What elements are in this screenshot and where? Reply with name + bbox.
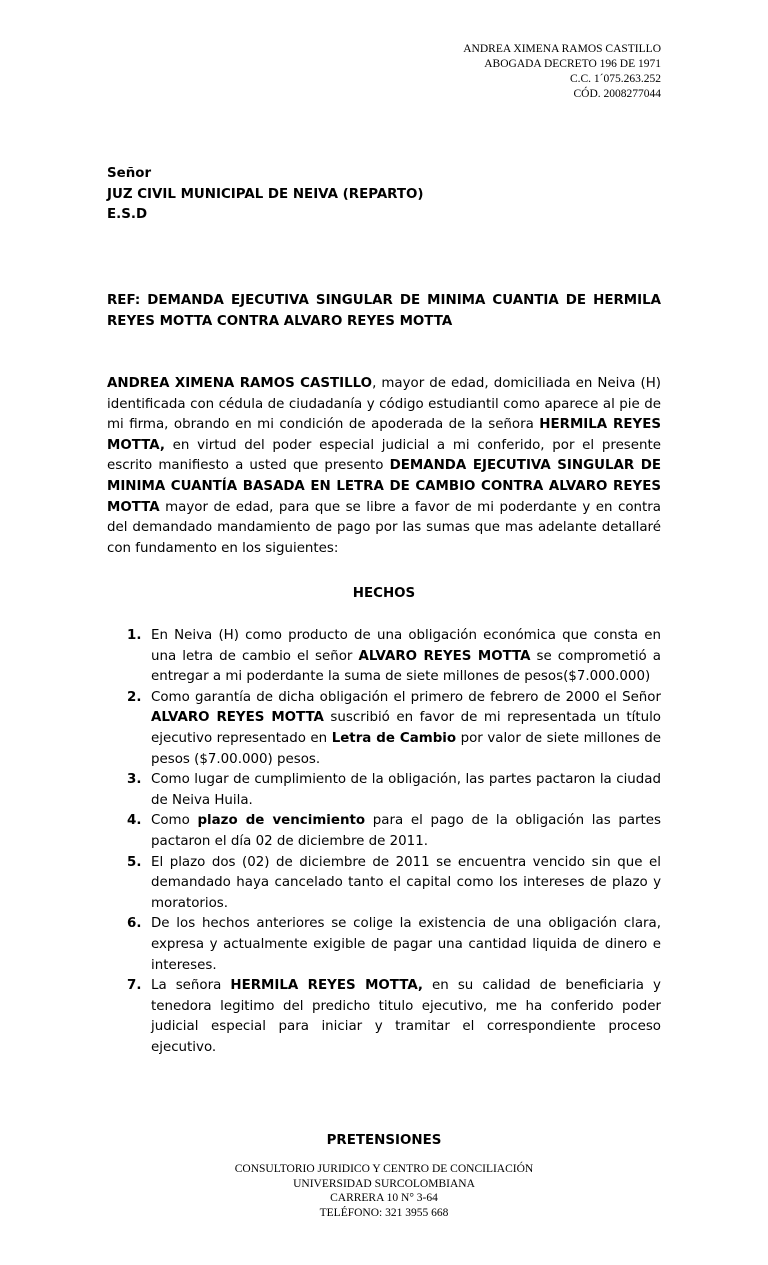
- footer-line-1: CONSULTORIO JURIDICO Y CENTRO DE CONCILIACIÓN: [234, 1163, 534, 1175]
- fact-text: El plazo dos (02) de diciembre de 2011 se encuentra vencido sin que el demandado haya cancelado tanto el capital como los intereses de plazo y moratorios.: [151, 854, 661, 911]
- fact-item-1: [107, 626, 661, 688]
- intro-client-name: HERMILA REYES MOTTA,: [107, 417, 661, 453]
- lawyer-code: CÓD. 2008277044: [573, 88, 661, 100]
- lawyer-id: C.C. 1´075.263.252: [569, 73, 661, 85]
- fact-item-3: [107, 770, 661, 811]
- fact-text: para el pago de la obligación las partes pactaron el día 02 de diciembre de 2011.: [151, 813, 662, 849]
- reference-line: REF: DEMANDA EJECUTIVA SINGULAR DE MINIMA CUANTIA DE HERMILA REYES MOTTA CONTRA ALVARO REYES MOTTA: [107, 293, 661, 329]
- intro-demand-type: DEMANDA EJECUTIVA SINGULAR DE MINIMA CUANTÍA BASADA EN LETRA DE CAMBIO CONTRA ALVARO REYES MOTTA: [107, 458, 662, 515]
- page-footer: [107, 1162, 661, 1220]
- fact-bold: HERMILA REYES MOTTA,: [230, 978, 424, 994]
- esd-line: E.S.D: [107, 207, 148, 223]
- fact-text: Como lugar de cumplimiento de la obligación, las partes pactaron la ciudad de Neiva Huila.: [151, 772, 661, 808]
- fact-bold: ALVARO REYES MOTTA: [151, 710, 324, 726]
- footer-line-2: UNIVERSIDAD SURCOLOMBIANA: [293, 1177, 475, 1190]
- fact-text: por valor de siete millones de pesos ($7.00.000) pesos.: [151, 730, 661, 767]
- court-name: JUZ CIVIL MUNICIPAL DE NEIVA (REPARTO): [107, 186, 424, 202]
- fact-item-4: [107, 811, 661, 852]
- intro-paragraph: [107, 374, 661, 559]
- lawyer-name: ANDREA XIMENA RAMOS CASTILLO: [463, 43, 661, 55]
- fact-text: En Neiva (H) como producto de una obligación económica que consta en una letra de cambio el señor: [151, 628, 661, 664]
- salutation: Señor: [107, 166, 152, 181]
- fact-number: 1.: [127, 628, 142, 643]
- fact-text: Como garantía de dicha obligación el primero de febrero de 2000 el Señor: [151, 689, 661, 705]
- fact-item-5: [107, 853, 661, 915]
- pretensiones-heading: PRETENSIONES: [326, 1133, 442, 1148]
- hechos-heading: HECHOS: [352, 586, 416, 601]
- fact-number: 5.: [127, 854, 142, 870]
- fact-text: se comprometió a entregar a mi poderdante la suma de siete millones de pesos($7.000.000): [151, 648, 661, 685]
- fact-number: 4.: [127, 813, 142, 829]
- fact-item-7: [107, 976, 661, 1058]
- letterhead: [463, 42, 661, 102]
- fact-text: suscribió en favor de mi representada un título ejecutivo representado en: [151, 710, 661, 746]
- intro-attorney-name: ANDREA XIMENA RAMOS CASTILLO: [107, 376, 373, 391]
- addressee-block: [107, 164, 661, 226]
- footer-line-3: CARRERA 10 N° 3-64: [330, 1192, 438, 1204]
- footer-line-4: TELÉFONO: 321 3955 668: [319, 1206, 449, 1219]
- fact-text: La señora: [151, 978, 231, 994]
- fact-bold: ALVARO REYES MOTTA: [358, 648, 531, 664]
- fact-number: 7.: [127, 978, 142, 994]
- intro-text-3: mayor de edad, para que se libre a favor de mi poderdante y en contra del demandado mandamiento de pago por las sumas que mas adelante detallaré con fundamento en los siguientes:: [107, 499, 661, 556]
- intro-text-2: en virtud del poder especial judicial a mi conferido, por el presente escrito manifiesto a usted que presento: [107, 437, 661, 474]
- fact-item-2: [107, 688, 661, 770]
- fact-text: De los hechos anteriores se colige la existencia de una obligación clara, expresa y actualmente exigible de pagar una cantidad liquida de dinero e intereses.: [151, 916, 661, 973]
- lawyer-title: ABOGADA DECRETO 196 DE 1971: [484, 58, 661, 70]
- fact-number: 6.: [127, 916, 142, 932]
- fact-item-6: [107, 914, 661, 976]
- fact-bold: plazo de vencimiento: [197, 813, 366, 829]
- fact-number: 3.: [127, 772, 142, 788]
- facts-list: [107, 626, 661, 1058]
- fact-number: 2.: [127, 689, 142, 705]
- fact-bold: Letra de Cambio: [331, 730, 457, 746]
- fact-text: Como: [151, 813, 198, 829]
- intro-text-1: , mayor de edad, domiciliada en Neiva (H) identificada con cédula de ciudadanía y código estudiantil como aparece al pie de mi firma, obrando en mi condición de apoderada de la señora: [107, 376, 661, 433]
- fact-text: en su calidad de beneficiaria y tenedora legitimo del predicho titulo ejecutivo, me ha conferido poder judicial especial para iniciar y tramitar el correspondiente proceso ejecutivo.: [151, 978, 661, 1055]
